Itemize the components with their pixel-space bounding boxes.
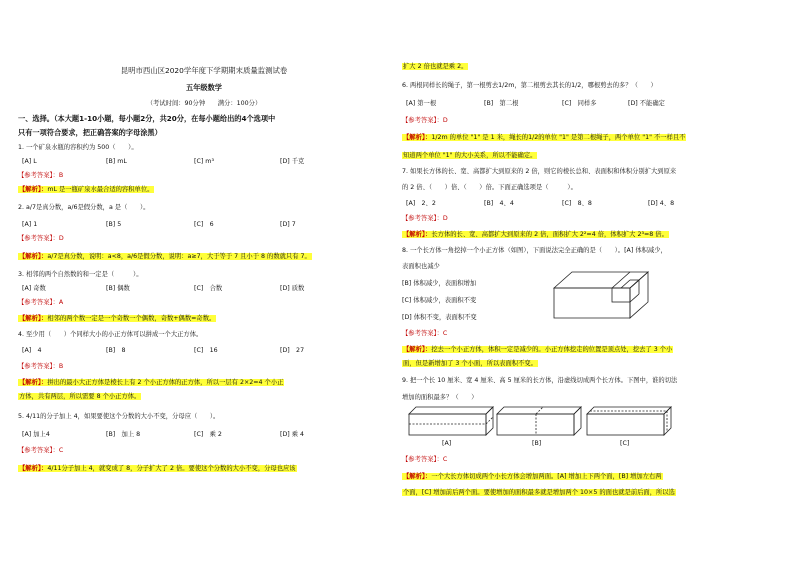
option-a: [A] 奇数 [22, 285, 46, 292]
cuboid-cut-a [408, 406, 494, 436]
analysis-8: 【解析】：挖去一个小正方体，体积一定是减少的。小正方体挖走的位置是顶点处，挖去了 3 个小 [403, 346, 673, 353]
answer-4: 【参考答案】：B [18, 363, 64, 370]
option-b: [B] 8 [106, 347, 126, 354]
question-8-line2: 表面积也减少 [402, 263, 440, 270]
option-d: [D] 乘 4 [280, 431, 305, 438]
option-d: [D] 千克 [280, 158, 305, 165]
question-1: 1. 一个矿泉水瓶的容积约为 500（ ）。 [18, 144, 138, 151]
analysis-8-line2: 面，但是新增加了 3 个小面，所以表面积不变。 [403, 360, 537, 367]
option-c: [C] 乘 2 [194, 431, 222, 438]
answer-8: 【参考答案】：C [402, 330, 448, 337]
option-c: [C] 合数 [194, 285, 223, 292]
question-7: 7. 如果长方体的长、宽、高都扩大到原来的 2 倍，则它的棱长总和、表面积和体积分别扩大到原来 [402, 168, 677, 175]
option-a: [A] 1 [22, 221, 38, 228]
option-a: [A] 4 [22, 347, 42, 354]
option-b: [B] mL [106, 158, 127, 165]
analysis-4: 【解析】：拼出的最小大正方体是棱长上有 2 个小正方体的正方体，所以一层有 2×2=4 个小正 [19, 379, 284, 386]
answer-5: 【参考答案】：C [18, 447, 64, 454]
cuboid-cut-b [496, 406, 582, 436]
analysis-2: 【解析】：a/7是真分数，说明：a<8，a/6是假分数，说明：a≥7，大于等于 7 且小于 8 的数就只有 7。 [19, 253, 311, 260]
analysis-6: 【解析】：1/2m 的单位 "1" 是 1 米，绳长的1/2的单位 "1" 是第二根绳子，两个单位 "1" 不一样且不 [403, 134, 686, 141]
option-a: [A] L [22, 158, 37, 165]
answer-6: 【参考答案】：D [402, 117, 448, 124]
option-b: [B] 5 [106, 221, 122, 228]
option-d: [D] 质数 [280, 285, 305, 292]
option-b: [B] 体积减少，表面积增加 [402, 280, 477, 287]
option-b: [B] 4、4 [484, 200, 514, 207]
option-b: [B] 加上 8 [106, 431, 141, 438]
question-3: 3. 相邻的两个自然数的和一定是（ ）。 [18, 271, 143, 278]
answer-2: 【参考答案】：D [18, 235, 64, 242]
answer-7: 【参考答案】：D [402, 215, 448, 222]
question-4: 4. 至少用（ ）个同样大小的小正方体可以拼成一个大正方体。 [18, 331, 203, 338]
section-heading-line2: 只有一项符合要求，把正确答案的字母涂黑） [18, 128, 162, 137]
figure-label-a: [A] [442, 440, 452, 447]
exam-title: 昆明市西山区2020学年度下学期期末质量监测试卷 [120, 66, 288, 75]
option-d: [D] 4、8 [648, 200, 675, 207]
analysis-9-line2: 个面，[C] 增加前后两个面。要使增加的面积最多就是增加两个 10×5 的面也就是前后面，所以选 [403, 489, 675, 496]
question-2: 2. a/7是真分数，a/6是假分数，a 是（ ）。 [18, 204, 150, 211]
option-c: [C] 16 [194, 347, 218, 354]
cuboid-cut-figure [552, 268, 650, 320]
section-heading: 一、选择。（本大题1-10小题，每小题2分，共20分，在每小题给出的4个选项中 [18, 114, 276, 123]
analysis-9: 【解析】：一个大长方体切成两个小长方体会增加两面。[A] 增加上下两个面，[B] 增加左右两 [403, 473, 662, 480]
option-b: [B] 第二根 [484, 100, 519, 107]
exam-info: （考试时间：90分钟 满分：100分） [146, 100, 262, 107]
analysis-5-continued: 扩大 2 倍也就是乘 2。 [403, 63, 468, 70]
question-6: 6. 两根同样长的绳子，第一根剪去1/2m，第二根剪去其长的1/2，哪根剪去的多？（ ） [402, 82, 657, 89]
analysis-6-line2: 知道两个单位 "1" 的大小关系，所以不能确定。 [403, 152, 537, 159]
cuboid-cut-c [586, 406, 672, 436]
option-a: [A] 2、2 [406, 200, 436, 207]
option-c: [C] 6 [194, 221, 214, 228]
answer-3: 【参考答案】：A [18, 299, 64, 306]
answer-1: 【参考答案】：B [18, 172, 64, 179]
question-7-line2: 的 2 倍、（ ）倍、（ ）倍。下面正确选项是（ ）。 [402, 184, 577, 191]
analysis-7: 【解析】：长方体的长、宽、高都扩大到原来的 2 倍，面积扩大 2²=4 倍，体积扩大 2³=8 倍。 [403, 231, 668, 238]
question-9: 9. 把一个长 10 厘米、宽 4 厘米、高 5 厘米的长方体，沿虚线切成两个长方体。下图中，谁的切法 [402, 377, 678, 384]
option-a: [A] 第一根 [406, 100, 437, 107]
question-9-line2: 增加的面积最多？（ ） [402, 394, 478, 401]
question-5: 5. 4/11的分子加上 4，如果要使这个分数的大小不变，分母应（ ）。 [18, 413, 220, 420]
question-8: 8. 一个长方体一角挖掉一个小正方体（如图），下面说法完全正确的是（ ）。[A] 体积减少， [402, 247, 667, 254]
option-b: [B] 偶数 [106, 285, 130, 292]
figure-label-b: [B] [532, 440, 542, 447]
option-d: [D] 27 [280, 347, 305, 354]
option-d: [D] 7 [280, 221, 296, 228]
analysis-1: 【解析】：mL 是一瓶矿泉水最合适的容积单位。 [19, 186, 154, 193]
figure-label-c: [C] [620, 440, 630, 447]
option-c: [C] 8、8 [562, 200, 592, 207]
option-d: [D] 体积不变，表面积不变 [402, 314, 477, 321]
option-c: [C] 同样多 [562, 100, 597, 107]
option-a: [A] 加上4 [22, 431, 50, 438]
exam-subtitle: 五年级数学 [186, 83, 222, 92]
option-c: [C] m³ [194, 158, 214, 165]
analysis-4-line2: 方体，共有两层，所以需要 8 个小正方体。 [19, 393, 141, 400]
option-c: [C] 体积减少，表面积不变 [402, 297, 477, 304]
option-d: [D] 不能确定 [628, 100, 665, 107]
answer-9: 【参考答案】：C [402, 456, 448, 463]
analysis-3: 【解析】：相邻的两个数一定是一个奇数一个偶数，奇数+偶数=奇数。 [19, 315, 216, 322]
analysis-5: 【解析】：4/11分子加上 4，就变成了 8，分子扩大了 2 倍。要使这个分数的大小不变，分母也应该 [19, 465, 296, 472]
